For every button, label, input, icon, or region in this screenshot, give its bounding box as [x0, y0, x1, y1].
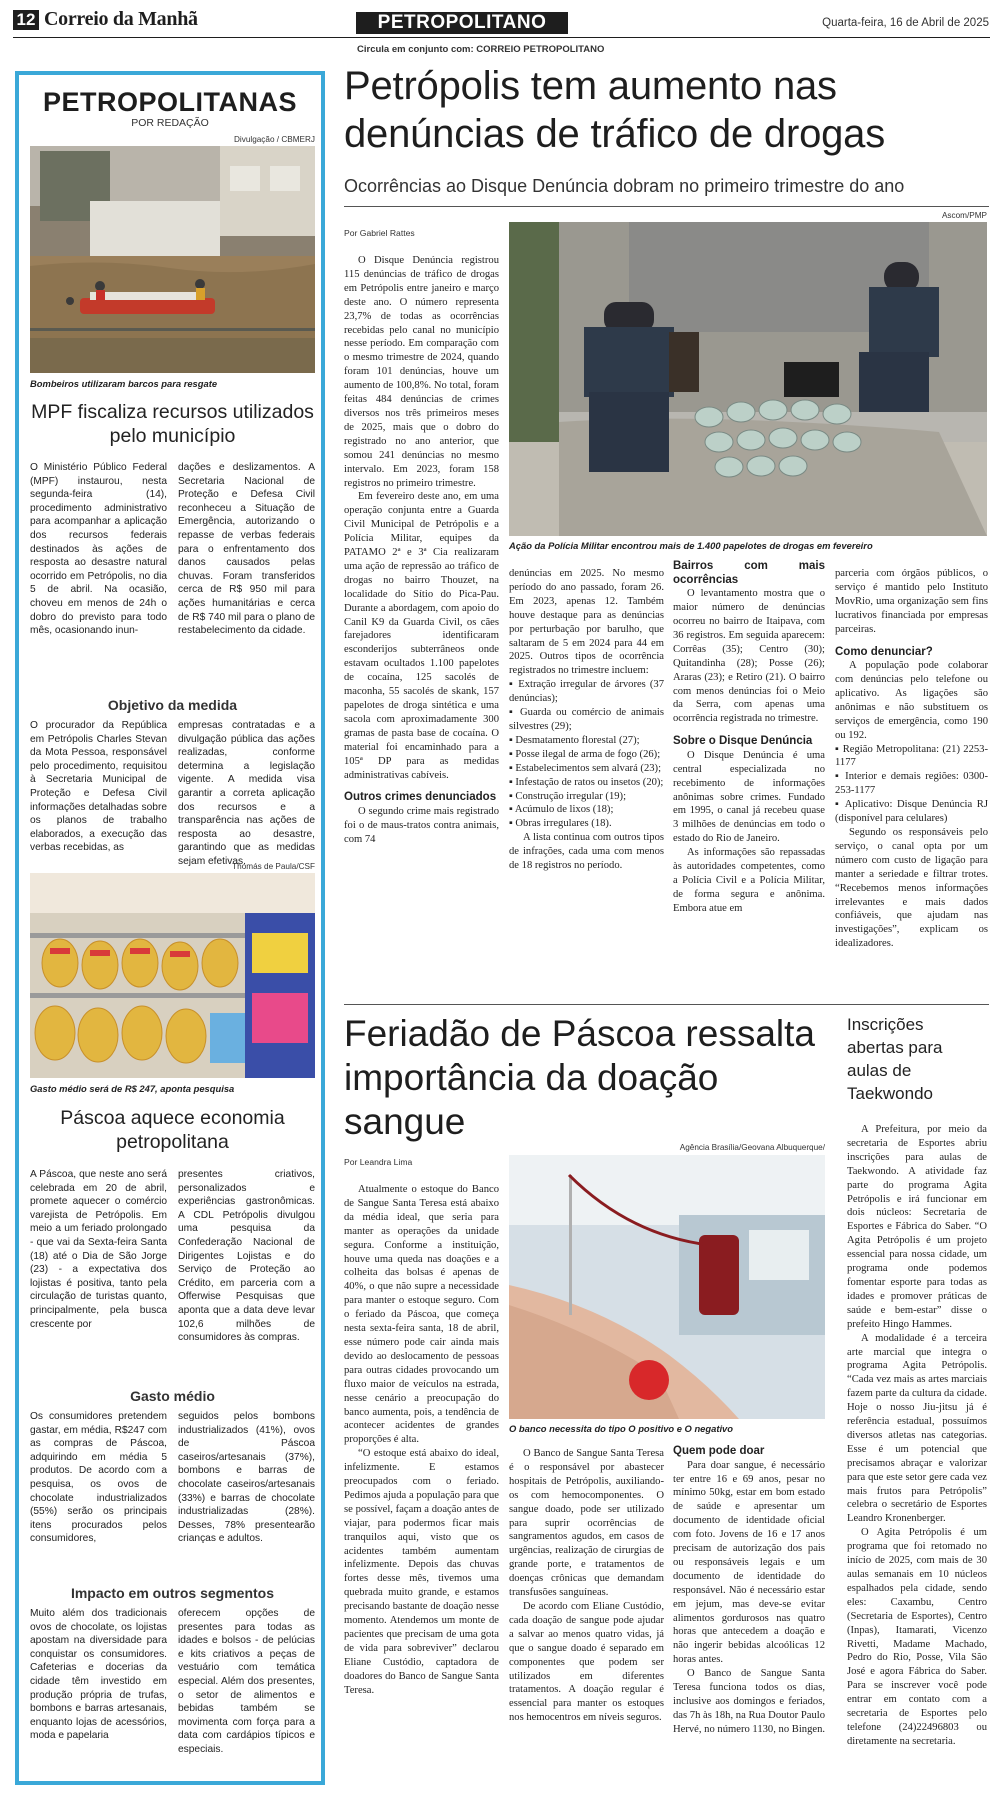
photo-credit: Agência Brasília/Geovana Albuquerque/ [679, 1143, 825, 1152]
paragraph: O Banco de Sangue Santa Teresa funciona todos os dias, inclusive aos domingos e feriados, das 7h às 18h, na Rua Doutor Paulo Hervé, no número 1130, no Bingen. [673, 1668, 826, 1735]
easter-column-2 [509, 1447, 664, 1725]
story-text: Muito além dos tradicionais ovos de chocolate, os lojistas apostam na diversidade para conquistar os consumidores. Cafeterias e docerias da cidade têm investido em produção própria de trufas, bombons e barras artesanais, enquanto lojas de acessórios, moda e papelaria [30, 1608, 167, 1742]
story-subheading: Objetivo da medida [107, 697, 238, 713]
paragraph: O Disque Denúncia registrou 115 denúncias de tráfico de drogas em Petrópolis entre janeiro e março deste ano. O número representa 23,7% de todas as ocorrências recebidas pelo canal no município nesse período. Em comparação com o mesmo trimestre de 2024, quando foram 101 denúncias, houve um aumento de 100,8%. No total, foram feitas 484 denúncias de crimes diversos nos três primeiros meses de 2025, mais que o dobro do registrado no ano anterior, que somou 241 denúncias no mesmo intervalo. Em 2023, foram 158 registros no primeiro trimestre. [344, 255, 499, 489]
paragraph: “O estoque está abaixo do ideal, infelizmente. E estamos preocupados com o feriado. Pedimos ajuda a população para que se possível, façam a doação antes de viajar, para podermos ficar mais tranquilos aqui, visto que os acidentes também aumentam infelizmente. Depois das chuvas fortes desse mês, tivemos uma quebrada muito grande, e estamos precisando bastante de doação nesse momento. Atendemos um monte de pacientes que precisam de uma gota de vida para sobreviver” declarou Eliane Custódio, captadora de doadores do Banco de Sangue Santa Teresa. [344, 1448, 499, 1696]
list-item: ▪ Estabelecimentos sem alvará (23); [509, 762, 662, 774]
story-text: O procurador da República em Petrópolis Charles Stevan da Mota Pessoa, responsável pelo procedimento, requisitou à Secretaria Municipal de Proteção e Defesa Civil informações detalhadas sobre os planos de trabalho elaborados, a execução das verbas recebidas, as [30, 720, 167, 854]
list-item: ▪ Desmatamento florestal (27); [509, 734, 640, 746]
main-headline: Petrópolis tem aumento nas denúncias de tráfico de drogas [344, 64, 886, 156]
photo-credit: Thomás de Paula/CSF [232, 862, 315, 871]
contact-item: ▪ Região Metropolitana: (21) 2253-1177 [835, 743, 988, 769]
story-text: oferecem opções de presentes para todas as idades e bolsos - de pelúcias e kits criativos a peças de vestuário com temática especial. Além dos presentes, o setor de alimentos e bebidas também se movimenta com força para a data com cardápios típicos e especiais. [178, 1608, 315, 1755]
main-column-1 [344, 254, 499, 847]
easter-byline: Por Leandra Lima [344, 1157, 413, 1167]
story-text: A Páscoa, que neste ano será celebrada em 20 de abril, promete aquecer o comércio varejista de Petrópolis. Em meio a um feriado prolongado - que vai da Sexta-feira Santa (18) até o Dia de São Jorge (23) - a expectativa dos lojistas é positiva, tanto pela circulação de turistas quanto, principalmente, pela busca crescente por [30, 1169, 167, 1330]
paragraph: A população pode colaborar com denúncias pelo telefone ou aplicativo. As ligações são anônimas e não substituem os serviços de emergência, como 190 ou 192. [835, 660, 988, 741]
paragraph: O Disque Denúncia é uma central especializada no recebimento de informações anônimas sobre crimes. Fundado em 1995, o canal já recebeu quase 3 milhões de denúncias em todo o estado do Rio de Janeiro. [673, 749, 825, 845]
list-item: ▪ Guarda ou comércio de animais silvestres (29); [509, 707, 664, 732]
issue-date: Quarta-feira, 16 de Abril de 2025 [822, 17, 989, 29]
photo-caption: Gasto médio será de R$ 247, aponta pesquisa [30, 1083, 235, 1094]
contact-item: ▪ Interior e demais regiões: 0300-253-1177 [835, 771, 989, 797]
paragraph: A modalidade é a terceira arte marcial que integra o programa Agita Petrópolis. “Cada vez mais as artes marciais fazem parte da cultura da cidade. Hoje o nosso Jiu-jitsu já é referência estadual, possuímos diversos atletas nas categorias. Esse é um potencial que precisamos abraçar e valorizar para que este setor gere cada vez mais frutos para Petrópolis” celebra o secretário de Esportes Leandro Kronenberger. [847, 1332, 987, 1525]
main-column-3 [673, 560, 825, 916]
paragraph: A lista continua com outros tipos de infrações, cada uma com menos de 18 registros no período. [509, 832, 664, 872]
paragraph: A Prefeitura, por meio da secretaria de Esportes abriu inscrições para aulas de Taekwondo. A atividade faz parte do programa Agita Petrópolis e irá funcionar em dois núcleos: Secretaria de Esportes e Fábrica do Saber. “O Agita Petrópolis é um projeto essencial para nossa cidade, um programa onde podemos fomentar esporte para todas as idades e promover práticas de saúde e bem-estar” disse o prefeito Hingo Hammes. [847, 1124, 987, 1330]
header-rule [13, 37, 990, 38]
sidebar-title: PETROPOLITANAS [42, 87, 297, 117]
photo-credit: Divulgação / CBMERJ [234, 135, 315, 144]
list-item: ▪ Extração irregular de árvores (37 denúncias); [509, 679, 665, 705]
story-text: O Ministério Público Federal (MPF) instaurou, nesta segunda-feira (14), procedimento administrativo para acompanhar a aplicação dos recursos federais destinados às ações de resposta ao desastre natural ocorrido em Petrópolis, no dia 5 de abril. Na ocasião, choveu em menos de 24h o dobro do previsto para todo mês, ocasionando inun- [30, 462, 167, 637]
easter-eggs-photo [30, 873, 315, 1078]
easter-headline: Feriadão de Páscoa ressalta importância da doação sangue [344, 1013, 815, 1142]
story-headline: Páscoa aquece economia petropolitana [60, 1107, 285, 1153]
main-rule [344, 206, 989, 207]
paragraph: O segundo crime mais registrado foi o de maus-tratos contra animais, com 74 [344, 806, 499, 845]
story-text: empresas contratadas e a divulgação pública das ações realizadas, conforme determina a legislação vigente. A medida visa garantir a correta aplicação dos recursos e a transparência nas ações de resposta ao desastre, garantindo que as medidas sejam efetivas. [178, 720, 315, 867]
contact-item: ▪ Aplicativo: Disque Denúncia RJ (disponível para celulares) [835, 799, 988, 825]
paragraph: Segundo os responsáveis pelo serviço, o canal opta por um número com custo de ligação para manter a seriedade e filtrar trotes. “Recebemos menos informações irrelevantes e mais dados confiáveis, que ajudam nas investigações”, explicam os idealizadores. [835, 827, 988, 950]
story-text: presentes criativos, personalizados e experiências gastronômicas. A CDL Petrópolis divulgou uma pesquisa da Confederação Nacional de Dirigentes Lojistas e do Serviço de Proteção ao Crédito, em parceria com a Offerwise Pesquisas que aponta que a data deve levar 102,6 milhões de consumidores às compras. [178, 1169, 315, 1344]
main-column-4 [835, 567, 988, 951]
paragraph: O Agita Petrópolis é um programa que foi retomado no início de 2025, com mais de 30 aulas semanais em 10 núcleos espalhados pela cidade, sendo eles: Caxambu, Centro (Secretaria de Esportes), Centro (Inpas), Itamarati, Vicenzo Rivetti, Madame Machado, Pedro do Rio, Posse, Vila São José e agora Fábrica do Saber. Para se inscrever você pode entrar em contato com a secretaria de Esportes pelo telefone (24)22496803 ou diretamente na secretaria. [847, 1527, 987, 1747]
taekwondo-column [847, 1123, 987, 1749]
offense-list [509, 678, 664, 831]
story-subheading: Impacto em outros segmentos [70, 1585, 275, 1601]
police-operation-photo [509, 222, 987, 536]
story-text: dações e deslizamentos. A Secretaria Nacional de Proteção e Defesa Civil reconheceu a Situação de Emergência, autorizando o repasse de verbas federais para o enfrentamento dos danos causados pelas chuvas. Foram transferidos cerca de R$ 950 mil para ações humanitárias e cerca de R$ 740 mil para o plano de restabelecimento da cidade. [178, 462, 315, 637]
flood-rescue-photo [30, 146, 315, 373]
easter-column-1 [344, 1183, 499, 1698]
paragraph: denúncias em 2025. No mesmo período do ano passado, foram 26. Em 2023, apenas 12. Também houve destaque para as denúncias por perturbação por barulho, que saltaram de 5 em 2024 para 44 em 2025. Outros tipos de ocorrência registrados no trimestre incluem: [509, 568, 664, 677]
photo-caption: O banco necessita do tipo O positivo e O negativo [509, 1423, 733, 1434]
section-label: PETROPOLITANO [356, 12, 568, 34]
main-byline: Por Gabriel Rattes [344, 228, 415, 238]
story-subheading: Gasto médio [130, 1388, 215, 1404]
list-item: ▪ Acúmulo de lixos (18); [509, 804, 614, 816]
easter-column-3 [673, 1445, 825, 1737]
paragraph: De acordo com Eliane Custódio, cada doação de sangue pode ajudar a salvar ao menos quatro vidas, já que o sangue doado é separado em componentes que podem ser utilizados em diferentes tratamentos. A doação regular é essencial para manter os estoques nos hemocentros em níveis seguros. [509, 1600, 664, 1724]
blood-donation-photo [509, 1155, 825, 1419]
sidebar-subtitle: POR REDAÇÃO [131, 117, 209, 129]
subheading: Bairros com mais ocorrências [673, 560, 825, 586]
subheading: Quem pode doar [673, 1445, 765, 1457]
main-deck: Ocorrências ao Disque Denúncia dobram no primeiro trimestre do ano [344, 176, 905, 196]
story-text: seguidos pelos bombons industrializados (41%), ovos de Páscoa caseiros/artesanais (37%), bombons e barras de chocolate caseiros/artesanais (33%) e barras de chocolate industrializadas (28%). Desses, 78% presentearão crianças e adultos. [178, 1411, 315, 1545]
paragraph: parceria com órgãos públicos, o serviço é mantido pelo Instituto MovRio, uma organização sem fins lucrativos financiada por empresas parceiras. [835, 568, 988, 635]
photo-caption: Bombeiros utilizaram barcos para resgate [30, 378, 218, 389]
paragraph: O Banco de Sangue Santa Teresa é o responsável por abastecer hospitais de Petrópolis, auxiliando-os com hemocomponentes. O sangue doado, pode ser utilizado para suprir ocorrências de sangramentos agudos, em casos de urgências, realização de cirurgias de grande porte, e tratamentos de doenças crônicas que demandam transfusões sanguíneas. [509, 1448, 664, 1599]
paragraph: Atualmente o estoque do Banco de Sangue Santa Teresa está abaixo da média ideal, que seria para manter as operações da unidade segura. Conforme a instituição, houve uma queda nas doações e a colheita das bolsas é apenas de 40%, o que não supre a necessidade para manter o estoque seguro. Com o feriado da Páscoa, que começa nesta sexta-feira santa, 18 de abril, esse número pode cair ainda mais devido ao deslocamento de pessoas para outras cidades provocando um fluxo maior de veículos na estrada, nesse cenário a preocupação do banco aumenta, pois, a tendência de acontecer acidentes de grandes proporções é alta. [344, 1184, 499, 1446]
paragraph: Para doar sangue, é necessário ter entre 16 e 69 anos, pesar no mínimo 50kg, estar em bom estado de saúde e apresentar um documento de identidade oficial com foto. Jovens de 16 e 17 anos precisam de autorização dos pais ou responsáveis legais e um documento de identidade do responsável. Não é necessário estar em jejum, mas deve-se evitar alimentos gordurosos nas quatro horas que antecedem a doação e não ingerir bebidas alcoólicas 12 horas antes. [673, 1459, 825, 1666]
story-text: Os consumidores pretendem gastar, em média, R$247 com as compras de Páscoa, adquirindo em média 5 produtos. De acordo com a pesquisa, os ovos de chocolate industrializados (55%) serão os principais itens procurados pelos consumidores, [30, 1411, 167, 1545]
subheading: Como denunciar? [835, 645, 933, 658]
story-headline: MPF fiscaliza recursos utilizados pelo município [31, 401, 314, 447]
photo-credit: Ascom/PMP [941, 211, 987, 220]
paragraph: O levantamento mostra que o maior número de denúncias ocorreu no bairro de Itaipava, com 36 registros. Em seguida aparecem: Corrêas (35); Centro (30); Quitandinha (28); Posse (26); Araras (23); e Retiro (21). O bairro com menos denúncias foi o Meio da Serra, com apenas uma ocorrência registrada no trimestre. [673, 588, 825, 725]
circulation-note: Circula em conjunto com: CORREIO PETROPOLITANO [357, 44, 605, 55]
main-column-2 [509, 567, 664, 873]
subheading: Outros crimes denunciados [344, 791, 497, 804]
newspaper-name: Correio da Manhã [44, 8, 198, 30]
list-item: ▪ Infestação de ratos ou insetos (20); [509, 776, 664, 788]
list-item: ▪ Posse ilegal de arma de fogo (26); [509, 748, 661, 760]
taekwondo-headline: Inscrições abertas para aulas de Taekwondo [847, 1015, 943, 1103]
section-rule [344, 1004, 989, 1005]
subheading: Sobre o Disque Denúncia [673, 735, 813, 748]
paragraph: As informações são repassadas às autoridades competentes, como a Polícia Civil e a Polícia Militar, de forma segura e anônima. Embora atue em [673, 847, 825, 914]
page-number: 12 [13, 10, 39, 30]
list-item: ▪ Obras irregulares (18). [509, 818, 612, 830]
photo-caption: Ação da Polícia Militar encontrou mais de 1.400 papelotes de drogas em fevereiro [509, 540, 873, 551]
paragraph: Em fevereiro deste ano, em uma operação conjunta entre a Guarda Civil Municipal de Petrópolis e a Polícia Militar, equipes da PATAMO 2ª e 3ª Cia realizaram uma ação de repressão ao tráfico de drogas no bairro Thouzet, na localidade do Sítio do Pica-Pau. Durante a abordagem, com apoio do Canil K9 da Guarda Civil, os cães farejadores identificaram esconderijos subterrâneos onde estavam ocultados 1.100 papelotes de cocaína, 125 sacolés de maconha, 55 sacolés de skank, 157 papelotes de droga sintética e uma sacola com aproximadamente 300 gramas de pasta base de cocaína. O material foi encaminhado para a 105ª DP para as medidas administrativas cabíveis. [344, 491, 499, 781]
list-item: ▪ Construção irregular (19); [509, 790, 627, 802]
